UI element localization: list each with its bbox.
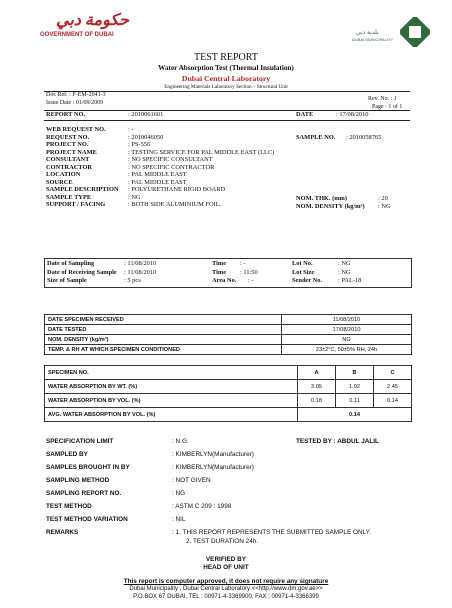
field-label: SAMPLE TYPE — [46, 193, 92, 201]
field-value: : - — [128, 126, 134, 133]
field-value: : 2010046050 — [128, 133, 164, 141]
table-row — [45, 335, 412, 345]
cell: 0.11 — [336, 394, 374, 408]
field-label: WEB REQUEST NO. — [46, 126, 106, 133]
footer-label: SAMPLES BROUGHT IN BY — [46, 464, 130, 471]
report-title: TEST REPORT — [194, 52, 258, 63]
report-no-divider — [44, 120, 410, 121]
rev-no: Rev. No. : 1 — [368, 96, 397, 102]
footer-label: REMARKS — [46, 529, 79, 536]
page-no: Page : 1 of 1 — [372, 104, 403, 110]
footer-value: : KIMBERLYN(Manufacturer) — [172, 464, 254, 471]
row-value: 17/08/2010 — [282, 325, 412, 335]
footer-value: : NIL — [172, 516, 186, 523]
footer-value: : 1. THIS REPORT REPRESENTS THE SUBMITTED SAMPLE ONLY. — [172, 529, 371, 536]
row-label: WATER ABSORPTION BY VOL. (%) — [45, 394, 298, 408]
cell: 3.05 — [298, 380, 336, 394]
cell: 0.14 — [374, 394, 412, 408]
nom-thk-label: NOM. THK. (mm) — [296, 195, 348, 202]
row-label: DATE TESTED — [45, 325, 282, 335]
footer-label: TEST METHOD VARIATION — [46, 516, 128, 523]
field-label: CONTRACTOR — [46, 163, 93, 171]
table-header-row — [45, 366, 412, 380]
header-cell: B — [336, 366, 374, 380]
report-subtitle: Water Absorption Test (Thermal Insulation) — [158, 64, 294, 72]
nom-density-value: : NG — [378, 203, 391, 210]
field-value: : NO SPECIFIC CONSULTANT — [128, 156, 213, 163]
nom-thk-value: : 20 — [378, 195, 388, 202]
remark-2: 2. TEST DURATION 24h. — [186, 538, 259, 545]
table-row — [45, 408, 412, 422]
field-label: SOURCE — [46, 178, 73, 186]
dm-logo-arabic: بلدية دبي — [356, 30, 379, 36]
cell: 2.45 — [374, 380, 412, 394]
date-value: : 17/08/2010 — [336, 111, 369, 118]
gov-logo-arabic: حكومة دبي — [56, 12, 130, 29]
field-value: : TESTING SERVICE FOR PAL MIDDLE EAST (LLC) — [128, 148, 275, 156]
verified-by: VERIFIED BY — [205, 556, 247, 563]
field-value: : PAL MIDDLE EAST — [128, 178, 187, 186]
contact-line-2: P.O.BOX 67 DUBAI, TEL : 00971-4-3369900, FAX : 00971-4-3366399 — [133, 594, 319, 600]
head-of-unit: HEAD OF UNIT — [203, 564, 249, 571]
footer-value: : NOT GIVEN — [172, 477, 211, 484]
lab-name: Dubai Central Laboratory — [181, 74, 271, 83]
sampling-label: Time — [212, 268, 227, 276]
avg-value: 0.14 — [298, 408, 412, 422]
sample-no-value: : 2010058765 — [346, 134, 382, 141]
sampling-value: : 5 pcs — [124, 277, 141, 284]
sampling-value: : NG — [338, 268, 351, 276]
row-label: WATER ABSORPTION BY WT. (%) — [45, 380, 298, 394]
field-label: LOCATION — [46, 171, 81, 178]
disclaimer: This report is computer approved, it does not require any signature — [123, 578, 329, 585]
government-of-dubai-logo — [40, 10, 130, 44]
sampling-label: Time — [212, 260, 227, 267]
avg-label: AVG. WATER ABSORPTION BY VOL. (%) — [45, 408, 298, 422]
sampling-value: : 11:50 — [240, 268, 258, 276]
field-label: SUPPORT / FACING — [46, 201, 106, 208]
cell: 0.18 — [298, 394, 336, 408]
field-value: : PS-556 — [128, 141, 151, 148]
gov-logo-name: GOVERNMENT OF DUBAI — [40, 32, 114, 38]
row-label: TEMP. & RH AT WHICH SPECIMEN CONDITIONED — [45, 345, 282, 355]
table-row — [45, 380, 412, 394]
table-row — [45, 345, 412, 355]
field-label: PROJECT NO. — [46, 141, 89, 148]
report-no-label: REPORT NO. — [46, 111, 86, 118]
contact-line-1: Dubai Municipality , Dubai Central Laboratory <<http://www.dm.gov.ae>> — [129, 586, 323, 592]
footer-value: : NG — [172, 490, 186, 497]
tested-by: TESTED BY : ABDUL JALIL — [296, 438, 379, 445]
sampling-value: : 11/08/2010 — [124, 260, 157, 267]
date-label: DATE — [296, 111, 314, 118]
sampling-label: Lot Size — [292, 268, 315, 276]
footer-label: SPECIFICATION LIMIT — [46, 438, 114, 445]
field-label: PROJECT NAME — [46, 148, 97, 156]
sampling-value: : - — [240, 260, 246, 267]
row-value: NG — [282, 335, 412, 345]
specimen-info-table — [44, 314, 412, 355]
footer-label: SAMPLING METHOD — [46, 477, 110, 484]
sampling-label: Size of Sample — [47, 277, 87, 284]
dm-emblem-icon — [400, 17, 430, 47]
field-label: CONSULTANT — [46, 156, 90, 163]
footer-value: : N.G. — [172, 438, 189, 445]
table-row — [45, 394, 412, 408]
field-label: SAMPLE DESCRIPTION — [46, 186, 119, 193]
header-cell: C — [374, 366, 412, 380]
sample-no-label: SAMPLE NO. — [296, 134, 336, 141]
dubai-municipality-logo — [350, 15, 432, 49]
footer-label: TEST METHOD — [46, 503, 92, 510]
nom-density-label: NOM. DENSITY (kg/m³) — [296, 203, 365, 210]
table-row — [45, 315, 412, 325]
sampling-value: : 11/08/2010 — [124, 268, 157, 276]
issue-date: Issue Date : 01/09/2009 — [46, 100, 104, 106]
field-value: : BOTH SIDE ALUMINIUM FOIL. — [128, 201, 222, 208]
report-no-value: : 2010061601 — [128, 111, 164, 118]
sampling-value: : PAL-18 — [338, 277, 362, 284]
sampling-label: Lot No. — [292, 260, 313, 267]
sampling-label: Date of Sampling — [47, 260, 95, 267]
footer-label: SAMPLING REPORT NO. — [46, 490, 122, 497]
field-value: : POLYURETHANE RIGID BOARD — [128, 186, 226, 193]
row-value: 11/08/2010 — [282, 315, 412, 325]
field-value: : NG — [128, 193, 141, 201]
sampling-label: Area No. — [212, 277, 237, 284]
sampling-label: Sender No. — [292, 277, 323, 284]
cell: 1.92 — [336, 380, 374, 394]
sampling-value: : NG — [338, 260, 351, 267]
sampling-label: Date of Receiving Sample — [47, 268, 117, 276]
header-cell: SPECIMEN NO. — [45, 366, 298, 380]
doc-ref: Doc Ref. : F-EM-2041-3 — [46, 92, 106, 98]
dm-logo-name: DUBAI MUNICIPALITY — [352, 37, 394, 42]
row-label: NOM. DENSITY (kg/m³) — [45, 335, 282, 345]
row-label: DATE SPECIMEN RECEIVED — [45, 315, 282, 325]
footer-value: : KIMBERLYN(Manufacturer) — [172, 451, 254, 458]
footer-value: : ASTM C 209 : 1998 — [172, 503, 232, 510]
header-cell: A — [298, 366, 336, 380]
field-value: : NO SPECIFIC CONTRACTOR — [128, 163, 215, 171]
sampling-value: : - — [248, 277, 254, 284]
table-row — [45, 325, 412, 335]
footer-label: SAMPLED BY — [46, 451, 88, 458]
results-table — [44, 365, 412, 422]
field-value: : PAL MIDDLE EAST — [128, 171, 187, 178]
field-label: REQUEST NO. — [46, 133, 90, 141]
lab-section: Engineering Materials Laboratory Section – Structural Unit — [164, 84, 288, 90]
row-value: 23±2°C, 50±5% RH, 24h — [282, 345, 412, 355]
